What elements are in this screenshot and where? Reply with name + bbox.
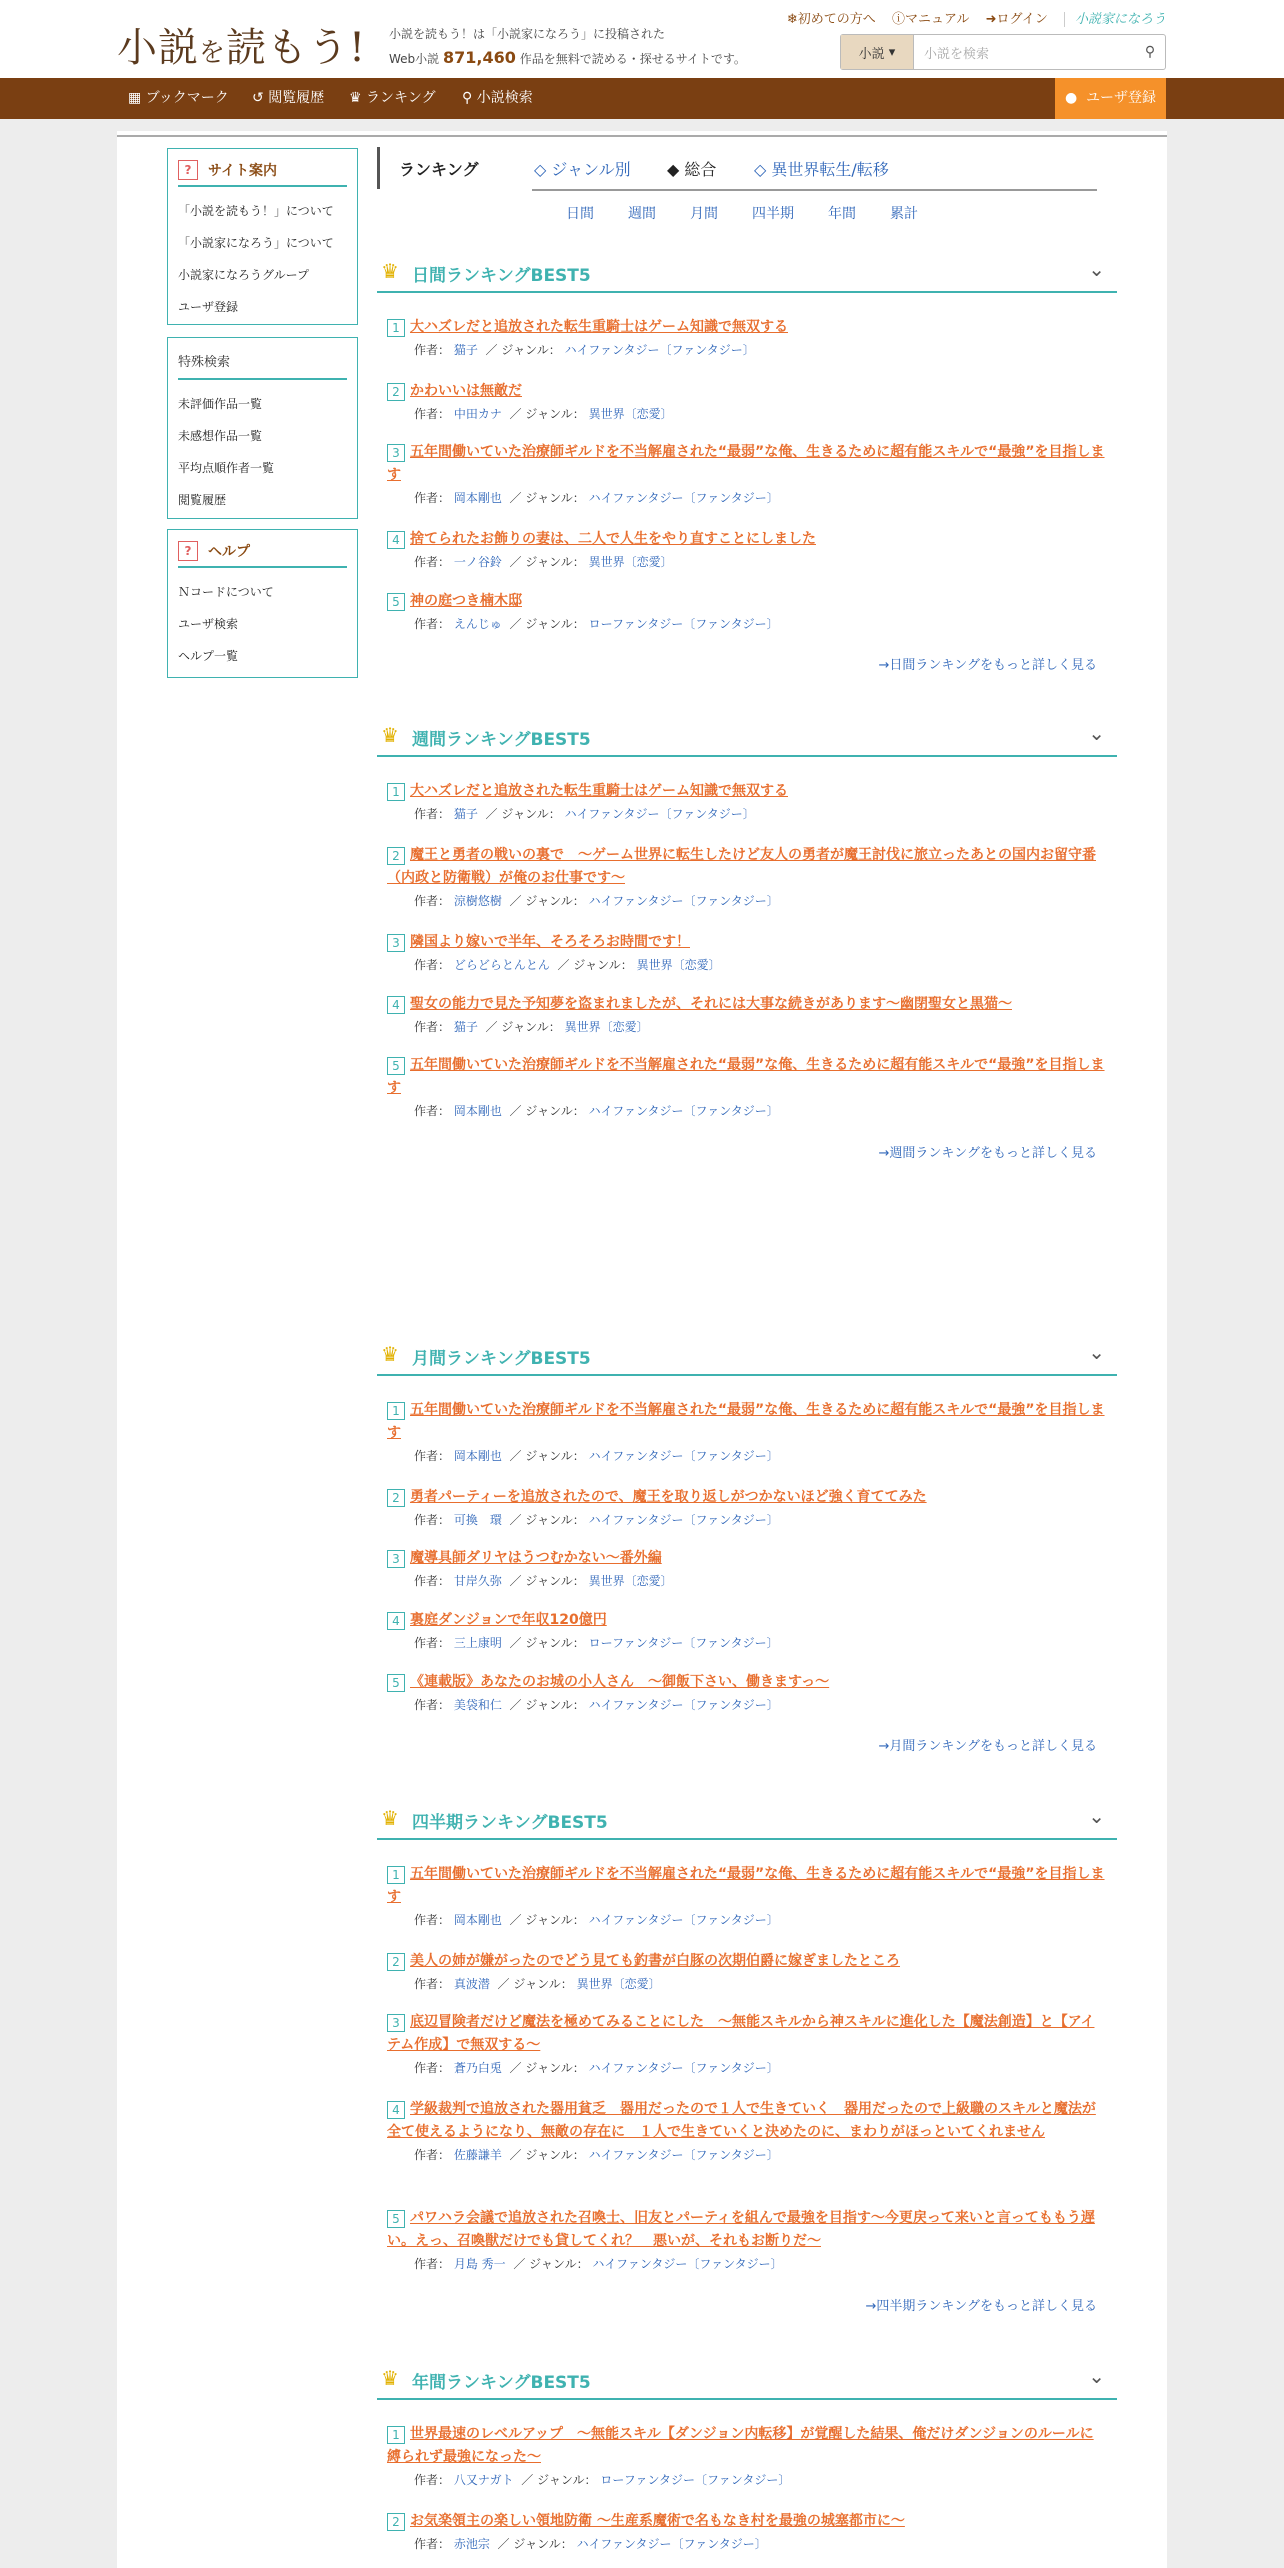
tab-overall[interactable]: ◆ 総合 bbox=[667, 160, 717, 179]
rank-badge: 3 bbox=[387, 934, 405, 952]
login-link[interactable]: ➜ログイン bbox=[985, 12, 1048, 27]
author-link[interactable]: 一ノ谷鈴 bbox=[453, 555, 502, 569]
history-icon: ↺ bbox=[252, 90, 264, 106]
rank-badge: 4 bbox=[387, 531, 405, 549]
genre-link[interactable]: ハイファンタジー〔ファンタジー〕 bbox=[564, 807, 755, 821]
section-title: 月間ランキングBEST5 bbox=[412, 1349, 591, 1369]
novel-title-link[interactable]: かわいいは無敵だ bbox=[410, 383, 522, 399]
more-ranking-link[interactable]: →週間ランキングをもっと詳しく見る bbox=[878, 1146, 1097, 1161]
novel-title-link[interactable]: 魔導具師ダリヤはうつむかない～番外編 bbox=[410, 1550, 662, 1566]
tab-genre[interactable]: ◇ ジャンル別 bbox=[534, 160, 631, 179]
chevron-down-icon[interactable]: ⌄ bbox=[1088, 721, 1105, 745]
ranking-entry bbox=[387, 316, 1107, 358]
main-content bbox=[117, 131, 1167, 2568]
entry-meta: 作者： 佐藤謙羊 ／ ジャンル： ハイファンタジー〔ファンタジー〕 bbox=[414, 2148, 779, 2162]
sidebar-link[interactable]: ユーザ登録 bbox=[178, 300, 239, 314]
entry-meta: 作者： 八又ナガト ／ ジャンル： ローファンタジー〔ファンタジー〕 bbox=[414, 2473, 791, 2487]
more-ranking-link[interactable]: →月間ランキングをもっと詳しく見る bbox=[878, 1739, 1097, 1754]
period-total[interactable]: 累計 bbox=[890, 206, 918, 222]
ranking-entry bbox=[387, 1609, 1107, 1651]
rank-badge: 4 bbox=[387, 996, 405, 1014]
entry-meta: 作者： 赤池宗 ／ ジャンル： ハイファンタジー〔ファンタジー〕 bbox=[414, 2537, 767, 2551]
author-link[interactable]: 佐藤謙羊 bbox=[453, 2148, 502, 2162]
genre-link[interactable]: 異世界〔恋愛〕 bbox=[588, 407, 673, 421]
ranking-entry bbox=[387, 1950, 1107, 1992]
novel-title-link[interactable]: 隣国より嫁いで半年、そろそろお時間です！ bbox=[410, 934, 690, 950]
main-nav bbox=[0, 78, 1284, 119]
ranking-entry bbox=[387, 441, 1107, 506]
search-box bbox=[840, 34, 1166, 70]
rank-badge: 4 bbox=[387, 1612, 405, 1630]
register-button[interactable]: ● ユーザ登録 bbox=[1055, 78, 1166, 119]
author-link[interactable]: えんじゅ bbox=[453, 617, 502, 631]
entry-meta: 作者： 猫子 ／ ジャンル： 異世界〔恋愛〕 bbox=[414, 1020, 649, 1034]
genre-link[interactable]: ハイファンタジー〔ファンタジー〕 bbox=[588, 1104, 779, 1118]
genre-link[interactable]: ハイファンタジー〔ファンタジー〕 bbox=[588, 2148, 779, 2162]
search-input[interactable]: 小説を検索 bbox=[924, 46, 990, 62]
ranking-section bbox=[377, 1798, 1117, 2314]
sidebar-link[interactable]: ヘルプ一覧 bbox=[178, 649, 239, 663]
rank-badge: 3 bbox=[387, 1550, 405, 1568]
crown-icon: ♛ bbox=[381, 1806, 399, 1830]
genre-link[interactable]: 異世界〔恋愛〕 bbox=[588, 555, 673, 569]
ranking-entry bbox=[387, 2098, 1107, 2163]
period-daily[interactable]: 日間 bbox=[566, 206, 594, 222]
entry-meta: 作者： どらどらとんとん ／ ジャンル： 異世界〔恋愛〕 bbox=[414, 958, 721, 972]
ranking-entry bbox=[387, 2011, 1107, 2076]
section-header[interactable] bbox=[377, 715, 1117, 757]
chevron-down-icon[interactable]: ⌄ bbox=[1088, 257, 1105, 281]
crown-icon: ♛ bbox=[381, 723, 399, 747]
author-link[interactable]: 岡本剛也 bbox=[453, 1104, 502, 1118]
entry-meta: 作者： 甘岸久弥 ／ ジャンル： 異世界〔恋愛〕 bbox=[414, 1574, 673, 1588]
author-link[interactable]: どらどらとんとん bbox=[453, 958, 550, 972]
novel-title-link[interactable]: 五年間働いていた治療師ギルドを不当解雇された“最弱”な俺、生きるために超有能スキルで“最強”を目指します bbox=[387, 444, 1105, 483]
sidebar-link[interactable]: 未感想作品一覧 bbox=[178, 429, 263, 443]
site-logo[interactable]: 小説を読もう! bbox=[117, 25, 367, 71]
sidebar-link[interactable]: 「小説家になろう」について bbox=[178, 236, 334, 250]
section-header[interactable] bbox=[377, 251, 1117, 293]
ranking-entry bbox=[387, 380, 1107, 422]
author-link[interactable]: 甘岸久弥 bbox=[453, 1574, 502, 1588]
author-link[interactable]: 中田カナ bbox=[453, 407, 502, 421]
novel-title-link[interactable]: 聖女の能力で見た予知夢を盗まれましたが、それには大事な続きがあります～幽閉聖女と黒猫～ bbox=[410, 996, 1012, 1012]
genre-link[interactable]: 異世界〔恋愛〕 bbox=[564, 1020, 649, 1034]
author-link[interactable]: 蒼乃白兎 bbox=[453, 2061, 502, 2075]
author-link[interactable]: 涼樹悠樹 bbox=[453, 894, 502, 908]
genre-link[interactable]: ローファンタジー〔ファンタジー〕 bbox=[588, 617, 779, 631]
crown-icon: ♛ bbox=[381, 2366, 399, 2390]
nav-ranking[interactable]: ♛ ランキング bbox=[349, 90, 436, 106]
section-title: 日間ランキングBEST5 bbox=[412, 266, 591, 286]
author-link[interactable]: 岡本剛也 bbox=[453, 1449, 502, 1463]
novel-title-link[interactable]: 底辺冒険者だけど魔法を極めてみることにした ～無能スキルから神スキルに進化した【魔法創造】と【アイテム作成】で無双する～ bbox=[387, 2014, 1095, 2053]
novel-title-link[interactable]: 裏庭ダンジョンで年収120億円 bbox=[410, 1612, 607, 1628]
ranking-entry bbox=[387, 1863, 1107, 1928]
bookmark-icon: ▦ bbox=[128, 90, 142, 106]
ranking-entry bbox=[387, 1671, 1107, 1713]
novel-title-link[interactable]: 学級裁判で追放された器用貧乏 器用だったので１人で生きていく 器用だったので上級職のスキルと魔法が全て使えるようになり、無敵の存在に １人で生きていくと決めたのに、まわりがほっといてくれません bbox=[387, 2101, 1096, 2140]
rank-badge: 3 bbox=[387, 444, 405, 462]
genre-link[interactable]: ハイファンタジー〔ファンタジー〕 bbox=[592, 2257, 783, 2271]
ranking-entry bbox=[387, 590, 1107, 632]
nav-bookmark[interactable]: ▦ ブックマーク bbox=[128, 90, 229, 106]
genre-link[interactable]: ハイファンタジー〔ファンタジー〕 bbox=[588, 491, 779, 505]
rank-badge: 1 bbox=[387, 1402, 405, 1420]
ranking-heading: ランキング bbox=[399, 160, 479, 179]
rank-badge: 4 bbox=[387, 2101, 405, 2119]
genre-link[interactable]: 異世界〔恋愛〕 bbox=[636, 958, 721, 972]
ranking-entry bbox=[387, 780, 1107, 822]
ranking-entry bbox=[387, 1399, 1107, 1464]
rank-badge: 5 bbox=[387, 593, 405, 611]
novel-title-link[interactable]: 《連載版》あなたのお城の小人さん ～御飯下さい、働きますっ～ bbox=[410, 1674, 830, 1690]
sidebar-link[interactable]: 閲覧履歴 bbox=[178, 493, 227, 507]
rank-badge: 5 bbox=[387, 2210, 405, 2228]
entry-meta: 作者： 蒼乃白兎 ／ ジャンル： ハイファンタジー〔ファンタジー〕 bbox=[414, 2061, 779, 2075]
nav-history[interactable]: ↺ 閲覧履歴 bbox=[252, 90, 325, 106]
more-ranking-link[interactable]: →四半期ランキングをもっと詳しく見る bbox=[865, 2299, 1097, 2314]
top-links bbox=[775, 8, 1166, 27]
ranking-entry bbox=[387, 1054, 1107, 1119]
rank-badge: 3 bbox=[387, 2014, 405, 2032]
author-link[interactable]: 猫子 bbox=[453, 1020, 478, 1034]
entry-meta: 作者： 猫子 ／ ジャンル： ハイファンタジー〔ファンタジー〕 bbox=[414, 807, 755, 821]
novel-title-link[interactable]: お気楽領主の楽しい領地防衛 ～生産系魔術で名もなき村を最強の城塞都市に～ bbox=[410, 2513, 905, 2529]
sidebar-help: ? ヘルプ Ｎコードについて ユーザ検索 ヘルプ一覧 bbox=[167, 529, 358, 678]
entry-meta: 作者： 岡本剛也 ／ ジャンル： ハイファンタジー〔ファンタジー〕 bbox=[414, 491, 779, 505]
rank-badge: 1 bbox=[387, 1866, 405, 1884]
author-link[interactable]: 三上康明 bbox=[453, 1636, 502, 1650]
genre-link[interactable]: ローファンタジー〔ファンタジー〕 bbox=[588, 1636, 779, 1650]
entry-meta: 作者： 岡本剛也 ／ ジャンル： ハイファンタジー〔ファンタジー〕 bbox=[414, 1913, 779, 1927]
entry-meta: 作者： 岡本剛也 ／ ジャンル： ハイファンタジー〔ファンタジー〕 bbox=[414, 1104, 779, 1118]
sidebar-link[interactable]: 平均点順作者一覧 bbox=[178, 461, 275, 475]
novel-title-link[interactable]: 五年間働いていた治療師ギルドを不当解雇された“最弱”な俺、生きるために超有能スキルで“最強”を目指します bbox=[387, 1402, 1105, 1441]
novel-title-link[interactable]: 神の庭つき楠木邸 bbox=[410, 593, 522, 609]
sidebar-link[interactable]: Ｎコードについて bbox=[178, 585, 274, 599]
sidebar-special-search: 特殊検索 未評価作品一覧 未感想作品一覧 平均点順作者一覧 閲覧履歴 bbox=[167, 337, 358, 519]
ranking-entry bbox=[387, 993, 1107, 1035]
ranking-entry bbox=[387, 1486, 1107, 1528]
ranking-entry bbox=[387, 2510, 1107, 2552]
section-header[interactable] bbox=[377, 2358, 1117, 2400]
beginners-link[interactable]: ❄初めての方へ bbox=[786, 12, 876, 27]
entry-meta: 作者： 真波潜 ／ ジャンル： 異世界〔恋愛〕 bbox=[414, 1977, 661, 1991]
rank-badge: 1 bbox=[387, 2426, 405, 2444]
author-link[interactable]: 美袋和仁 bbox=[453, 1698, 502, 1712]
genre-link[interactable]: 異世界〔恋愛〕 bbox=[576, 1977, 661, 1991]
more-ranking-link[interactable]: →日間ランキングをもっと詳しく見る bbox=[878, 658, 1097, 673]
novel-title-link[interactable]: 五年間働いていた治療師ギルドを不当解雇された“最弱”な俺、生きるために超有能スキルで“最強”を目指します bbox=[387, 1057, 1105, 1096]
entry-meta: 作者： 猫子 ／ ジャンル： ハイファンタジー〔ファンタジー〕 bbox=[414, 343, 755, 357]
sidebar-link[interactable]: 「小説を読もう！」について bbox=[178, 204, 334, 218]
author-link[interactable]: 猫子 bbox=[453, 807, 478, 821]
rank-badge: 5 bbox=[387, 1674, 405, 1692]
rank-badge: 2 bbox=[387, 847, 405, 865]
section-title: 週間ランキングBEST5 bbox=[412, 730, 591, 750]
ranking-entry bbox=[387, 931, 1107, 973]
divider bbox=[117, 135, 1167, 137]
rank-badge: 1 bbox=[387, 783, 405, 801]
entry-meta: 作者： えんじゅ ／ ジャンル： ローファンタジー〔ファンタジー〕 bbox=[414, 617, 779, 631]
ranking-entry bbox=[387, 2423, 1107, 2488]
genre-link[interactable]: ハイファンタジー〔ファンタジー〕 bbox=[588, 1698, 779, 1712]
ranking-entry bbox=[387, 844, 1107, 909]
genre-link[interactable]: ハイファンタジー〔ファンタジー〕 bbox=[588, 2061, 779, 2075]
rank-badge: 2 bbox=[387, 1489, 405, 1507]
question-icon: ? bbox=[178, 160, 198, 180]
novel-title-link[interactable]: 五年間働いていた治療師ギルドを不当解雇された“最弱”な俺、生きるために超有能スキルで“最強”を目指します bbox=[387, 1866, 1105, 1905]
entry-meta: 作者： 中田カナ ／ ジャンル： 異世界〔恋愛〕 bbox=[414, 407, 673, 421]
tab-isekai[interactable]: ◇ 異世界転生/転移 bbox=[754, 160, 889, 179]
ranking-entry bbox=[387, 2207, 1107, 2272]
site-tagline: 小説を読もう！は「小説家になろう」に投稿された Web小説 871,460 作品を無料で読める・探せるサイトです。 bbox=[389, 27, 746, 67]
genre-link[interactable]: ハイファンタジー〔ファンタジー〕 bbox=[588, 1513, 779, 1527]
ranking-section bbox=[377, 2358, 1117, 2551]
period-monthly[interactable]: 月間 bbox=[690, 206, 718, 222]
author-link[interactable]: 真波潜 bbox=[453, 1977, 490, 1991]
ranking-entry bbox=[387, 1547, 1107, 1589]
entry-meta: 作者： 涼樹悠樹 ／ ジャンル： ハイファンタジー〔ファンタジー〕 bbox=[414, 894, 779, 908]
genre-link[interactable]: ハイファンタジー〔ファンタジー〕 bbox=[588, 1449, 779, 1463]
sidebar-link[interactable]: ユーザ検索 bbox=[178, 617, 239, 631]
novel-title-link[interactable]: 大ハズレだと追放された転生重騎士はゲーム知識で無双する bbox=[410, 319, 788, 335]
chevron-down-icon[interactable]: ⌄ bbox=[1088, 1804, 1105, 1828]
author-link[interactable]: 赤池宗 bbox=[453, 2537, 490, 2551]
author-link[interactable]: 猫子 bbox=[453, 343, 478, 357]
section-title: 四半期ランキングBEST5 bbox=[412, 1813, 608, 1833]
entry-meta: 作者： 可換 環 ／ ジャンル： ハイファンタジー〔ファンタジー〕 bbox=[414, 1513, 779, 1527]
search-icon: ⚲ bbox=[462, 90, 473, 106]
genre-link[interactable]: ハイファンタジー〔ファンタジー〕 bbox=[564, 343, 755, 357]
period-weekly[interactable]: 週間 bbox=[628, 206, 656, 222]
novel-title-link[interactable]: 捨てられたお飾りの妻は、二人で人生をやり直すことにしました bbox=[410, 531, 816, 547]
nav-search[interactable]: ⚲ 小説検索 bbox=[462, 90, 533, 106]
genre-link[interactable]: 異世界〔恋愛〕 bbox=[588, 1574, 673, 1588]
period-quarterly[interactable]: 四半期 bbox=[752, 206, 794, 222]
sidebar-link[interactable]: 小説家になろうグループ bbox=[178, 268, 310, 282]
author-link[interactable]: 可換 環 bbox=[453, 1513, 502, 1527]
ranking-section bbox=[377, 251, 1117, 673]
genre-link[interactable]: ハイファンタジー〔ファンタジー〕 bbox=[588, 894, 779, 908]
user-icon: ● bbox=[1064, 90, 1078, 106]
genre-link[interactable]: ローファンタジー〔ファンタジー〕 bbox=[600, 2473, 791, 2487]
genre-link[interactable]: ハイファンタジー〔ファンタジー〕 bbox=[576, 2537, 767, 2551]
sidebar-link[interactable]: 未評価作品一覧 bbox=[178, 397, 263, 411]
rank-badge: 1 bbox=[387, 319, 405, 337]
crown-icon: ♛ bbox=[349, 90, 362, 106]
crown-icon: ♛ bbox=[381, 259, 399, 283]
novel-title-link[interactable]: 大ハズレだと追放された転生重騎士はゲーム知識で無双する bbox=[410, 783, 788, 799]
rank-badge: 2 bbox=[387, 1953, 405, 1971]
novel-title-link[interactable]: 世界最速のレベルアップ ～無能スキル【ダンジョン内転移】が覚醒した結果、俺だけダンジョンのルールに縛られず最強になった～ bbox=[387, 2426, 1094, 2465]
ranking-section bbox=[377, 715, 1117, 1161]
manual-link[interactable]: ⓘマニュアル bbox=[891, 12, 970, 27]
entry-meta: 作者： 三上康明 ／ ジャンル： ローファンタジー〔ファンタジー〕 bbox=[414, 1636, 779, 1650]
work-count: 871,460 bbox=[443, 48, 516, 67]
author-link[interactable]: 八又ナガト bbox=[453, 2473, 514, 2487]
sidebar-site-info: ? サイト案内 「小説を読もう！」について 「小説家になろう」について 小説家になろうグループ ユーザ登録 bbox=[167, 148, 358, 325]
search-type-select[interactable]: 小説 ▾ bbox=[841, 35, 914, 69]
rank-badge: 2 bbox=[387, 2513, 405, 2531]
entry-meta: 作者： 月島 秀一 ／ ジャンル： ハイファンタジー〔ファンタジー〕 bbox=[414, 2257, 783, 2271]
rank-badge: 5 bbox=[387, 1057, 405, 1075]
ranking-section bbox=[377, 1334, 1117, 1754]
chevron-down-icon[interactable]: ⌄ bbox=[1088, 2364, 1105, 2388]
section-title: 年間ランキングBEST5 bbox=[412, 2373, 591, 2393]
novel-title-link[interactable]: 美人の姉が嫌がったのでどう見ても釣書が白豚の次期伯爵に嫁ぎましたところ bbox=[410, 1953, 900, 1969]
search-icon[interactable]: ⚲ bbox=[1144, 44, 1156, 60]
author-link[interactable]: 月島 秀一 bbox=[453, 2257, 506, 2271]
site-header bbox=[0, 0, 1284, 78]
author-link[interactable]: 岡本剛也 bbox=[453, 491, 502, 505]
narou-brand-link[interactable]: 小説家になろう bbox=[1064, 12, 1166, 27]
novel-title-link[interactable]: 魔王と勇者の戦いの裏で ～ゲーム世界に転生したけど友人の勇者が魔王討伐に旅立ったあとの国内お留守番（内政と防衛戦）が俺のお仕事です～ bbox=[387, 847, 1096, 886]
period-yearly[interactable]: 年間 bbox=[828, 206, 856, 222]
ranking-entry bbox=[387, 528, 1107, 570]
author-link[interactable]: 岡本剛也 bbox=[453, 1913, 502, 1927]
entry-meta: 作者： 一ノ谷鈴 ／ ジャンル： 異世界〔恋愛〕 bbox=[414, 555, 673, 569]
novel-title-link[interactable]: 勇者パーティーを追放されたので、魔王を取り返しがつかないほど強く育ててみた bbox=[410, 1489, 927, 1505]
rank-badge: 2 bbox=[387, 383, 405, 401]
section-header[interactable] bbox=[377, 1334, 1117, 1376]
chevron-down-icon[interactable]: ⌄ bbox=[1088, 1340, 1105, 1364]
crown-icon: ♛ bbox=[381, 1342, 399, 1366]
entry-meta: 作者： 岡本剛也 ／ ジャンル： ハイファンタジー〔ファンタジー〕 bbox=[414, 1449, 779, 1463]
ranking-tabs bbox=[377, 147, 1097, 191]
question-icon: ? bbox=[178, 541, 198, 561]
novel-title-link[interactable]: パワハラ会議で追放された召喚士、旧友とパーティを組んで最強を目指す～今更戻って来いと言ってももう遅い。えっ、召喚獣だけでも貸してくれ？ 悪いが、それもお断りだ～ bbox=[387, 2210, 1095, 2249]
entry-meta: 作者： 美袋和仁 ／ ジャンル： ハイファンタジー〔ファンタジー〕 bbox=[414, 1698, 779, 1712]
section-header[interactable] bbox=[377, 1798, 1117, 1840]
genre-link[interactable]: ハイファンタジー〔ファンタジー〕 bbox=[588, 1913, 779, 1927]
